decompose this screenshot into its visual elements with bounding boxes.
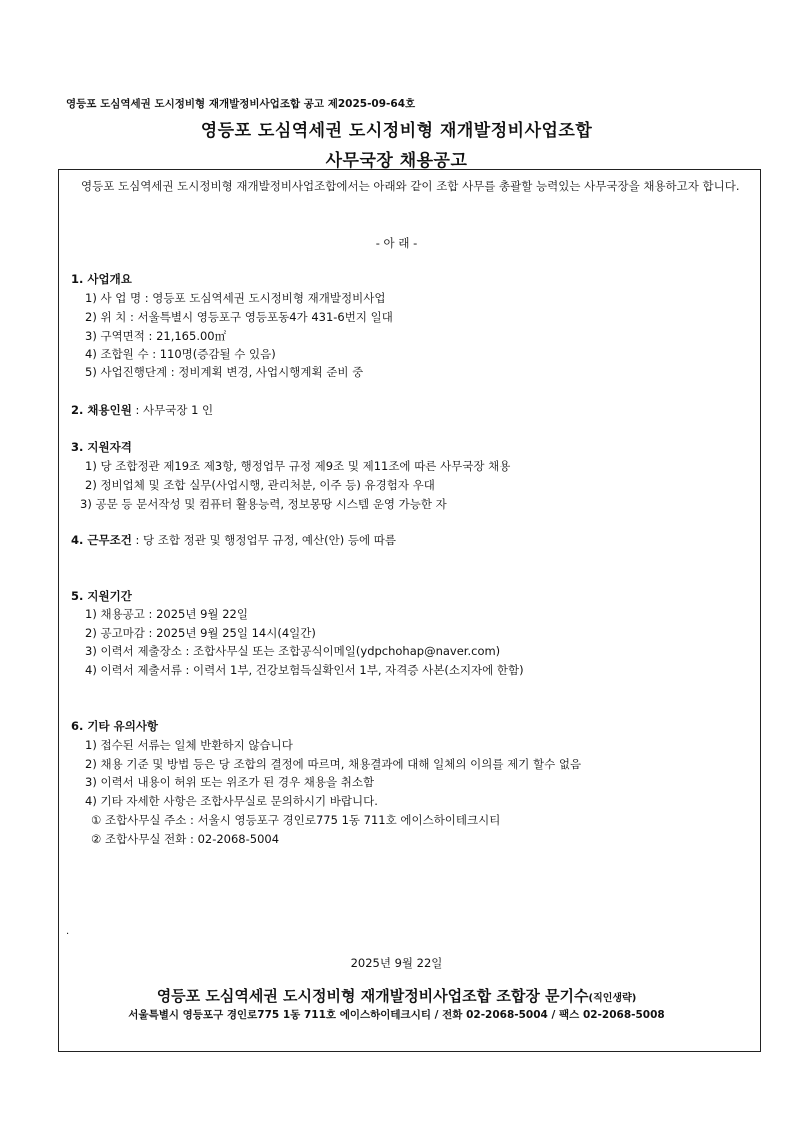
section-3-item: 1) 당 조합정관 제19조 제3항, 행정업무 규정 제9조 및 제11조에 따른 사무국장 채용 xyxy=(85,459,511,473)
section-5-item: 2) 공고마감 : 2025년 9월 25일 14시(4일간) xyxy=(85,626,316,640)
notice-number: 영등포 도심역세권 도시정비형 재개발정비사업조합 공고 제2025-09-64호 xyxy=(66,98,416,110)
title-line-2: 사무국장 채용공고 xyxy=(325,151,468,171)
section-1-item: 1) 사 업 명 : 영등포 도심역세권 도시정비형 재개발정비사업 xyxy=(85,291,386,305)
section-4-text: : 당 조합 정관 및 행정업무 규정, 예산(안) 등에 따름 xyxy=(131,533,396,547)
section-1-item: 5) 사업진행단계 : 정비계획 변경, 사업시행계획 준비 중 xyxy=(85,365,364,379)
section-6-heading: 6. 기타 유의사항 xyxy=(71,719,159,733)
intro-paragraph: 영등포 도심역세권 도시정비형 재개발정비사업조합에서는 아래와 같이 조합 사무를 총괄할 능력있는 사무국장을 채용하고자 합니다. xyxy=(81,179,740,193)
section-2-heading: 2. 채용인원 xyxy=(71,403,132,417)
section-3-item: 2) 정비업체 및 조합 실무(사업시행, 관리처분, 이주 등) 유경험자 우대 xyxy=(85,478,435,492)
section-6-item: 4) 기타 자세한 사항은 조합사무실로 문의하시기 바랍니다. xyxy=(85,794,378,808)
section-1-item: 2) 위 치 : 서울특별시 영등포구 영등포동4가 431-6번지 일대 xyxy=(85,310,393,324)
section-4-heading: 4. 근무조건 xyxy=(71,533,132,547)
seal-note: (직인생략) xyxy=(588,993,637,1004)
section-1-item: 4) 조합원 수 : 110명(증감될 수 있음) xyxy=(85,347,276,361)
section-1-item: 3) 구역면적 : 21,165.00㎡ xyxy=(85,329,227,343)
section-3-item: 3) 공문 등 문서작성 및 컴퓨터 활용능력, 정보몽땅 시스템 운영 가능한 자 xyxy=(80,497,447,511)
signer-line xyxy=(0,985,793,1006)
section-6-subitem: ① 조합사무실 주소 : 서울시 영등포구 경인로775 1동 711호 에이스하이테크시티 xyxy=(91,813,501,827)
signer-name: 영등포 도심역세권 도시정비형 재개발정비사업조합 조합장 문기수 xyxy=(156,987,589,1005)
stray-dot: . xyxy=(66,926,70,937)
section-5-item: 1) 채용공고 : 2025년 9월 22일 xyxy=(85,607,248,621)
section-5-item: 3) 이력서 제출장소 : 조합사무실 또는 조합공식이메일(ydpchohap@naver.com) xyxy=(85,644,501,658)
below-marker: - 아 래 - xyxy=(375,236,418,250)
section-3-heading: 3. 지원자격 xyxy=(71,440,132,454)
section-2-text: : 사무국장 1 인 xyxy=(131,403,214,417)
section-5-item: 4) 이력서 제출서류 : 이력서 1부, 건강보험득실확인서 1부, 자격증 사본(소지자에 한함) xyxy=(85,663,524,677)
contact-address: 서울특별시 영등포구 경인로775 1동 711호 에이스하이테크시티 / 전화 02-2068-5004 / 팩스 02-2068-5008 xyxy=(128,1009,665,1021)
title-line-1: 영등포 도심역세권 도시정비형 재개발정비사업조합 xyxy=(200,121,593,141)
section-6-subitem: ② 조합사무실 전화 : 02-2068-5004 xyxy=(91,832,280,846)
section-6-item: 3) 이력서 내용이 허위 또는 위조가 된 경우 채용을 취소함 xyxy=(85,775,375,789)
section-4 xyxy=(71,532,396,548)
section-5-heading: 5. 지원기간 xyxy=(71,589,132,603)
issue-date: 2025년 9월 22일 xyxy=(350,956,443,970)
section-2 xyxy=(71,402,213,418)
section-6-item: 1) 접수된 서류는 일체 반환하지 않습니다 xyxy=(85,738,293,752)
section-1-heading: 1. 사업개요 xyxy=(71,272,132,286)
section-6-item: 2) 채용 기준 및 방법 등은 당 조합의 결정에 따르며, 채용결과에 대해 일체의 이의를 제기 할수 없음 xyxy=(85,757,582,771)
